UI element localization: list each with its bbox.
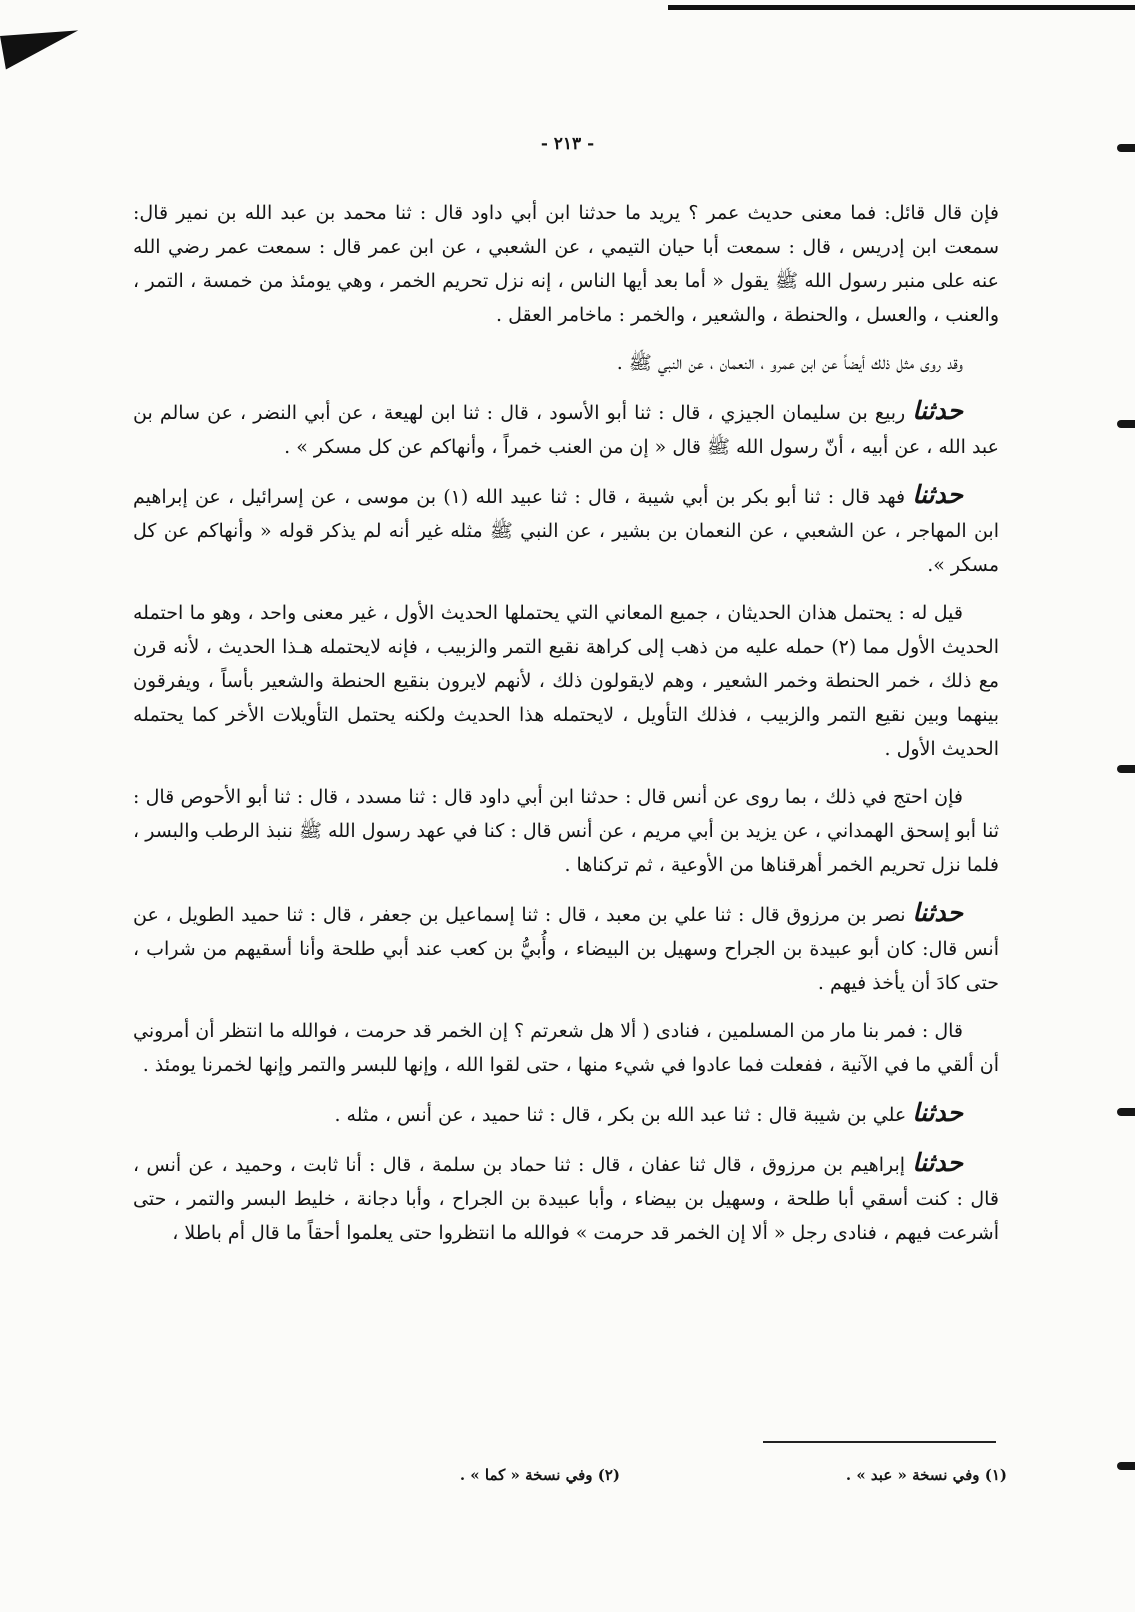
paragraph [133,780,999,882]
paragraph-text: ربيع بن سليمان الجيزي ، قال : ثنا أبو الأسود ، قال : ثنا ابن لهيعة ، عن أبي النضر ، عن سالم بن عبد الله ، عن أبيه ، أنّ رسول الله ﷺ قال « إن من العنب خمراً ، وأنهاكم عن كل مسكر » . [133,402,999,458]
paragraph [133,394,999,464]
paragraph [133,346,999,380]
haddathana-keyword: حدثنا [912,396,963,425]
paragraph [133,596,999,766]
haddathana-keyword: حدثنا [912,1148,963,1177]
footnote-2: (٢) وفي نسخة « كما » . [459,1466,620,1484]
edge-tab-mark [1117,1462,1135,1470]
page-number: - ٢١٣ - [540,134,595,154]
paragraph [133,896,999,1000]
paragraph-text: فإن قال قائل: فما معنى حديث عمر ؟ يريد ما حدثنا ابن أبي داود قال : ثنا محمد بن عبد الله بن نمير قال: سمعت ابن إدريس ، قال : سمعت أبا حيان التيمي ، عن الشعبي ، عن ابن عمر قال : سمعت عمر رضي الله عنه على منبر رسول الله ﷺ يقول « أما بعد أيها الناس ، إنه نزل تحريم الخمر ، وهي يومئذ من خمسة ، التمر ، والعنب ، والعسل ، والحنطة ، والشعير ، والخمر : ماخامر العقل . [133,202,999,326]
paragraph [133,196,999,332]
paragraph-text: قيل له : يحتمل هذان الحديثان ، جميع المعاني التي يحتملها الحديث الأول ، غير معنى واحد ، وهو ما احتمله الحديث الأول مما (٢) حمله عليه من ذهب إلى كراهة نقيع التمر والزبيب ، فإنه لايحتمله هـذا الحديث ، لأنه قرن مع ذلك ، خمر الحنطة وخمر الشعير ، وهم لايقولون ذلك ، لأنهم لايرون بنقيع الحنطة والشعير بأساً ، ويفرقون بينهما وبين نقيع التمر والزبيب ، فذلك التأويل ، لايحتمله هذا الحديث ولكنه يحتمل التأويلات الأخر كما يحتمله الحديث الأول . [133,602,999,760]
paragraph-text: قال : فمر بنا مار من المسلمين ، فنادى ( ألا هل شعرتم ؟ إن الخمر قد حرمت ، فوالله ما انتظر أن أمروني أن ألقي ما في الآنية ، ففعلت فما عادوا في شيء منها ، حتى لقوا الله ، وإنها للبسر والتمر وإنها لخمرنا يومئذ . [133,1020,999,1076]
paragraph [133,1146,999,1250]
paragraph-text: إبراهيم بن مرزوق ، قال ثنا عفان ، قال : ثنا حماد بن سلمة ، قال : أنا ثابت ، وحميد ، عن أنس ، قال : كنت أسقي أبا طلحة ، وسهيل بن بيضاء ، وأبا عبيدة بن الجراح ، وأبا دجانة ، خليط البسر والتمر ، حتى أشرعت فيهم ، فنادى رجل « ألا إن الخمر قد حرمت » فوالله ما انتظروا حتى يعلموا أحقاً ما قال أم باطلا ، [133,1154,999,1244]
edge-tab-mark [1117,1108,1135,1116]
scan-edge-line [668,5,1135,10]
scan-corner-mark [0,22,83,69]
paragraph [133,1014,999,1082]
haddathana-keyword: حدثنا [912,898,964,927]
paragraph [133,478,999,582]
page-body [133,196,999,1264]
paragraph-text: فإن احتج في ذلك ، بما روى عن أنس قال : حدثنا ابن أبي داود قال : ثنا مسدد ، قال : ثنا أبو الأحوص قال : ثنا أبو إسحق الهمداني ، عن يزيد بن أبي مريم ، عن أنس قال : كنا في عهد رسول الله ﷺ ننبذ الرطب والبسر ، فلما نزل تحريم الخمر أهرقناها من الأوعية ، ثم تركناها . [133,786,999,876]
paragraph-text: وقد روى مثل ذلك أيضاً عن ابن عمرو ، النعمان ، عن النبي ﷺ . [616,352,963,374]
paragraph-text: نصر بن مرزوق قال : ثنا علي بن معبد ، قال : ثنا إسماعيل بن جعفر ، قال : ثنا حميد الطويل ، عن أنس قال: كان أبو عبيدة بن الجراح وسهيل بن البيضاء ، وأُبيُّ بن كعب عند أبي طلحة وأنا أسقيهم من شراب ، حتى كادَ أن يأخذ فيهم . [133,904,999,994]
paragraph-text: فهد قال : ثنا أبو بكر بن أبي شيبة ، قال : ثنا عبيد الله (١) بن موسى ، عن إسرائيل ، عن إبراهيم ابن المهاجر ، عن الشعبي ، عن النعمان بن بشير ، عن النبي ﷺ مثله غير أنه لم يذكر قوله « وأنهاكم عن كل مسكر ». [133,486,999,576]
edge-tab-mark [1117,765,1135,773]
edge-tab-mark [1117,420,1135,428]
footnote-1: (١) وفي نسخة « عبد » . [845,1466,1007,1484]
haddathana-keyword: حدثنا [912,480,963,509]
haddathana-keyword: حدثنا [912,1098,963,1127]
paragraph-text: علي بن شيبة قال : ثنا عبد الله بن بكر ، قال : ثنا حميد ، عن أنس ، مثله . [334,1104,907,1126]
footnote-divider [763,1441,996,1443]
paragraph [133,1096,999,1132]
